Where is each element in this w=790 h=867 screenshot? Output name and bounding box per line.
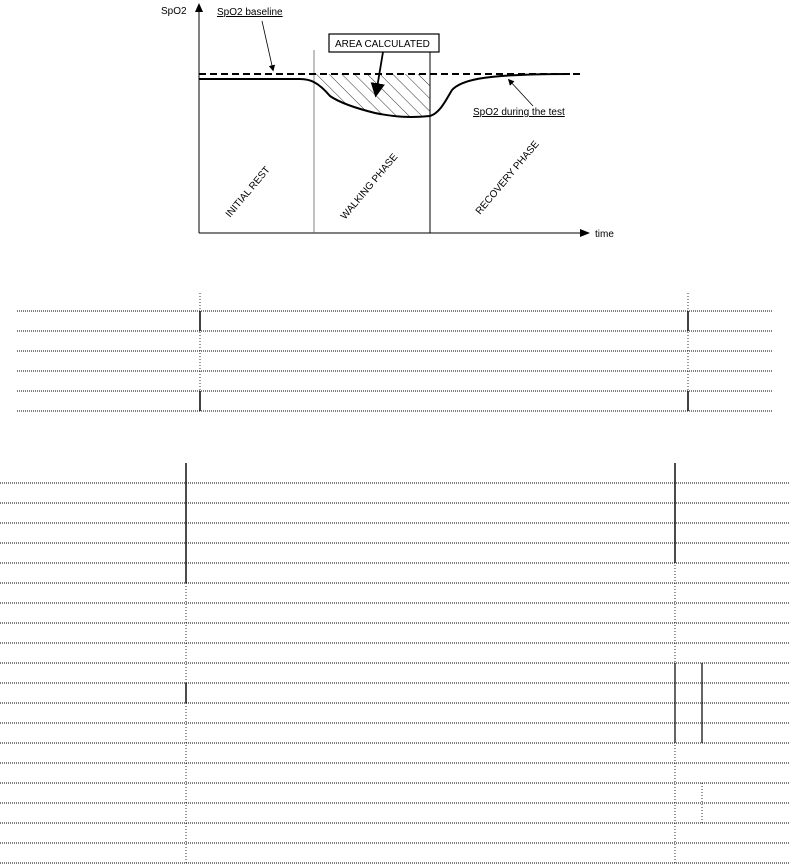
phase-label-recovery: RECOVERY PHASE [473, 139, 542, 217]
y-axis-label: SpO2 [161, 6, 187, 17]
x-axis-label: time [595, 229, 614, 240]
baseline-label: SpO2 baseline [217, 7, 283, 18]
area-label: AREA CALCULATED [335, 39, 430, 50]
phase-label-walking: WALKING PHASE [338, 151, 401, 222]
empty-table-2 [0, 463, 790, 865]
empty-table-1 [17, 293, 773, 411]
phase-label-initial-rest: INITIAL REST [223, 164, 273, 220]
curve-label: SpO2 during the test [473, 107, 565, 118]
